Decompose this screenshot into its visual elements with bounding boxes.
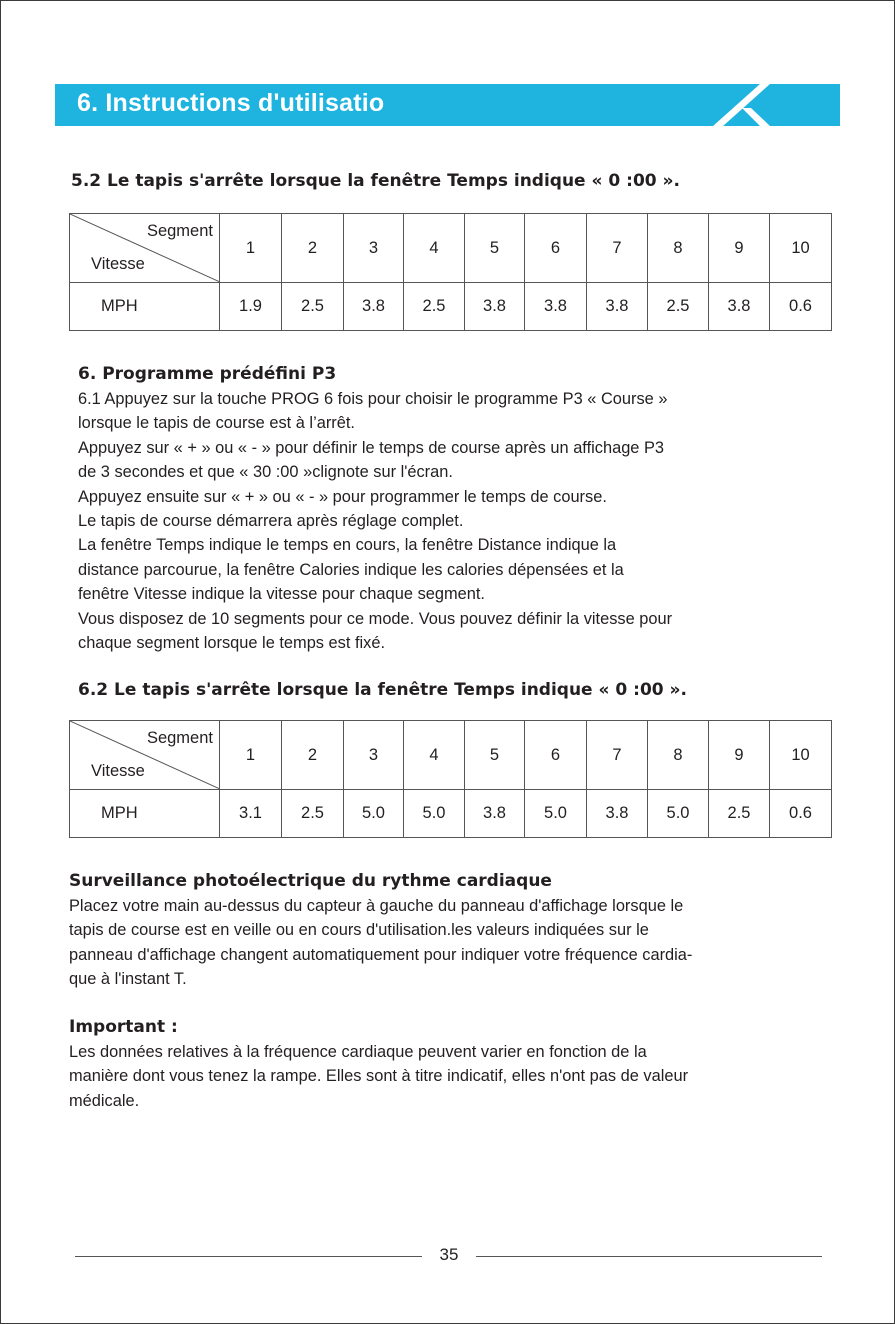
section-heading-important: Important : [69,1017,178,1037]
segment-number: 4 [404,214,465,283]
speed-value: 3.8 [344,283,404,331]
segment-number: 1 [220,721,282,790]
segment-number: 10 [770,721,832,790]
speed-value: 5.0 [344,790,404,838]
segment-number: 9 [709,721,770,790]
speed-value: 3.8 [525,283,587,331]
speed-value: 5.0 [404,790,465,838]
table-row [70,283,832,331]
speed-value: 3.1 [220,790,282,838]
speed-value: 5.0 [648,790,709,838]
paragraph-line: manière dont vous tenez la rampe. Elles sont à titre indicatif, elles n'ont pas de valeur [69,1067,689,1086]
paragraph-line: panneau d'affichage changent automatiquement pour indiquer votre fréquence cardia- [69,945,693,964]
table-header-row [70,214,832,283]
footer-rule-right [476,1256,822,1257]
footer-rule-left [75,1256,422,1257]
speed-table-p2 [69,213,832,331]
segment-number: 7 [587,721,648,790]
speed-value: 3.8 [587,790,648,838]
segment-label: Segment [146,222,213,240]
speed-value: 2.5 [648,283,709,331]
page-number: 35 [439,1245,459,1264]
paragraph-line: médicale. [69,1091,140,1110]
program-p3-instructions [78,387,672,655]
segment-number: 5 [465,721,525,790]
segment-number: 4 [404,721,465,790]
slash-decoration-icon [710,84,770,126]
paragraph-line: 6.1 Appuyez sur la touche PROG 6 fois pour choisir le programme P3 « Course » [78,390,668,408]
paragraph-line: Placez votre main au-dessus du capteur à gauche du panneau d'affichage lorsque le [69,897,684,915]
segment-number: 2 [282,721,344,790]
corner-cell [70,214,220,283]
speed-value: 0.6 [770,283,832,331]
speed-value: 2.5 [709,790,770,838]
paragraph-line: Appuyez ensuite sur « + » ou « - » pour programmer le temps de course. [78,487,607,506]
paragraph-line: Les données relatives à la fréquence cardiaque peuvent varier en fonction de la [69,1043,647,1061]
speed-value: 2.5 [404,283,465,331]
paragraph-line: Appuyez sur « + » ou « - » pour définir le temps de course après un affichage P3 [78,438,665,457]
speed-label: Vitesse [91,255,145,273]
segment-number: 3 [344,721,404,790]
paragraph-line: distance parcourue, la fenêtre Calories indique les calories dépensées et la [78,560,624,579]
banner-title: 6. Instructions d'utilisatio [77,89,385,117]
speed-table-p3 [69,720,832,838]
segment-number: 10 [770,214,832,283]
paragraph-line: de 3 secondes et que « 30 :00 »clignote sur l'écran. [78,463,453,482]
section-heading-program-p3: 6. Programme prédéfini P3 [78,364,337,384]
table-row [70,790,832,838]
segment-label: Segment [146,729,213,747]
section-heading-5-2: 5.2 Le tapis s'arrête lorsque la fenêtre Temps indique « 0 :00 ». [71,171,680,191]
speed-value: 3.8 [465,283,525,331]
section-heading-heart-rate: Surveillance photoélectrique du rythme cardiaque [69,871,552,891]
speed-value: 1.9 [220,283,282,331]
paragraph-line: fenêtre Vitesse indique la vitesse pour chaque segment. [78,585,485,604]
paragraph-line: que à l'instant T. [69,970,187,989]
table-header-row [70,721,832,790]
section-banner [55,84,840,126]
corner-cell [70,721,220,790]
section-heading-6-2: 6.2 Le tapis s'arrête lorsque la fenêtre Temps indique « 0 :00 ». [78,680,687,700]
row-label-mph: MPH [70,790,220,838]
important-text [69,1040,688,1113]
speed-value: 2.5 [282,790,344,838]
segment-number: 9 [709,214,770,283]
segment-number: 1 [220,214,282,283]
speed-value: 0.6 [770,790,832,838]
speed-label: Vitesse [91,762,145,780]
segment-number: 2 [282,214,344,283]
speed-value: 2.5 [282,283,344,331]
speed-value: 5.0 [525,790,587,838]
paragraph-line: La fenêtre Temps indique le temps en cours, la fenêtre Distance indique la [78,536,617,555]
heart-rate-text [69,894,692,992]
paragraph-line: chaque segment lorsque le temps est fixé. [78,634,386,653]
segment-number: 6 [525,214,587,283]
row-label-mph: MPH [70,283,220,331]
segment-number: 3 [344,214,404,283]
paragraph-line: lorsque le tapis de course est à l’arrêt. [78,414,355,433]
paragraph-line: Le tapis de course démarrera après réglage complet. [78,512,464,531]
segment-number: 8 [648,214,709,283]
speed-value: 3.8 [587,283,648,331]
speed-value: 3.8 [709,283,770,331]
paragraph-line: tapis de course est en veille ou en cours d'utilisation.les valeurs indiquées sur le [69,921,649,940]
paragraph-line: Vous disposez de 10 segments pour ce mode. Vous pouvez définir la vitesse pour [78,609,673,628]
speed-value: 3.8 [465,790,525,838]
segment-number: 7 [587,214,648,283]
segment-number: 6 [525,721,587,790]
segment-number: 8 [648,721,709,790]
segment-number: 5 [465,214,525,283]
